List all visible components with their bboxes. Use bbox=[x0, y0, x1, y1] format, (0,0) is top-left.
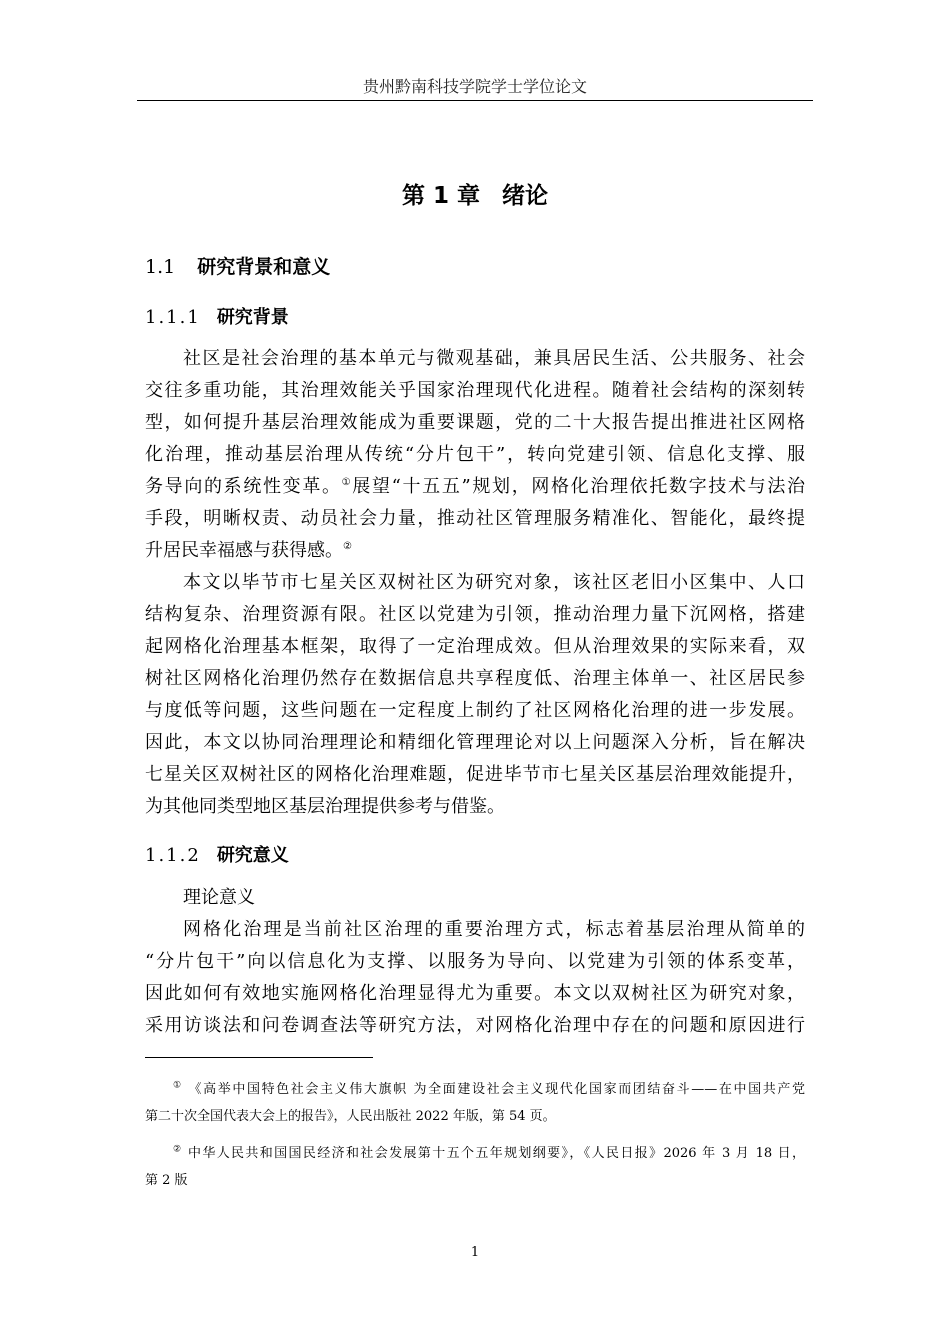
footnote-mark: ① bbox=[173, 1080, 183, 1091]
chapter-number: 第 1 章 bbox=[401, 183, 481, 209]
text-line: 七星关区双树社区的网格化治理难题，促进毕节市七星关区基层治理效能提升， bbox=[145, 764, 805, 785]
section-number: 1.1.2 bbox=[145, 845, 201, 866]
text-line: 为其他同类型地区基层治理提供参考与借鉴。 bbox=[145, 796, 505, 817]
footnote-mark: ② bbox=[173, 1144, 183, 1155]
text-line: 与度低等问题，这些问题在一定程度上制约了社区网格化治理的进一步发展。 bbox=[145, 700, 805, 721]
text-line: “分片包干”向以信息化为支撑、以服务为导向、以党建为引领的体系变革， bbox=[145, 951, 805, 972]
paragraph-background-2 bbox=[145, 567, 805, 823]
text-line: 网格化治理是当前社区治理的重要治理方式，标志着基层治理从简单的 bbox=[183, 919, 805, 940]
section-heading-1-1 bbox=[145, 253, 330, 281]
section-title: 研究背景和意义 bbox=[197, 256, 331, 278]
page-number: 1 bbox=[470, 1245, 480, 1260]
text-segment: 展望“十五五”规划，网格化治理依托数字技术与法治 bbox=[352, 476, 806, 497]
header-rule bbox=[137, 100, 813, 101]
footnote-separator bbox=[145, 1057, 373, 1058]
footnote-ref-1[interactable]: ① bbox=[341, 477, 353, 488]
text-line: 社区是社会治理的基本单元与微观基础，兼具居民生活、公共服务、社会 bbox=[183, 348, 805, 369]
text-segment: 中华人民共和国国民经济和社会发展第十五个五年规划纲要》，《人民日报》2026 年 3 月 18 日， bbox=[187, 1146, 805, 1161]
footnote-ref-2[interactable]: ② bbox=[343, 541, 352, 552]
running-header: 贵州黔南科技学院学士学位论文 bbox=[362, 77, 587, 96]
text-line: 结构复杂、治理资源有限。社区以党建为引领，推动治理力量下沉网格，搭建 bbox=[145, 604, 805, 625]
footnote-1 bbox=[145, 1076, 805, 1130]
text-line: 交往多重功能，其治理效能关乎国家治理现代化进程。随着社会结构的深刻转 bbox=[145, 380, 805, 401]
section-heading-1-1-1 bbox=[145, 305, 289, 331]
chapter-title bbox=[137, 180, 813, 212]
section-heading-1-1-2 bbox=[145, 843, 289, 869]
text-line: 因此，本文以协同治理理论和精细化管理理论对以上问题深入分析，旨在解决 bbox=[145, 732, 805, 753]
text-line: 树社区网格化治理仍然存在数据信息共享程度低、治理主体单一、社区居民参 bbox=[145, 668, 805, 689]
text-segment: 务导向的系统性变革。 bbox=[145, 476, 342, 497]
section-title: 研究意义 bbox=[216, 845, 289, 866]
text-line: 采用访谈法和问卷调查法等研究方法，对网格化治理中存在的问题和原因进行 bbox=[145, 1015, 805, 1036]
text-line: 型，如何提升基层治理效能成为重要课题，党的二十大报告提出推进社区网格 bbox=[145, 412, 805, 433]
footnote-2 bbox=[145, 1140, 805, 1194]
text-line: 化治理，推动基层治理从传统“分片包干”，转向党建引领、信息化支撑、服 bbox=[145, 444, 805, 465]
text-segment: 升居民幸福感与获得感。 bbox=[145, 540, 343, 561]
footnote-line: 第二十次全国代表大会上的报告》，人民出版社 2022 年版，第 54 页。 bbox=[145, 1109, 556, 1124]
text-line: 起网格化治理基本框架，取得了一定治理成效。但从治理效果的实际来看，双 bbox=[145, 636, 805, 657]
text-line: 因此如何有效地实施网格化治理显得尤为重要。本文以双树社区为研究对象， bbox=[145, 983, 805, 1004]
text-segment: 《高举中国特色社会主义伟大旗帜 为全面建设社会主义现代化国家而团结奋斗——在中国共产党 bbox=[188, 1082, 806, 1097]
paragraph-significance bbox=[145, 914, 805, 1042]
paragraph-background-1 bbox=[145, 343, 805, 567]
chapter-name: 绪论 bbox=[502, 183, 549, 209]
section-number: 1.1.1 bbox=[145, 307, 201, 328]
section-title: 研究背景 bbox=[216, 307, 289, 328]
section-number: 1.1 bbox=[145, 256, 176, 278]
subheading-theory: 理论意义 bbox=[183, 887, 255, 908]
text-line: 手段，明晰权责、动员社会力量，推动社区管理服务精准化、智能化，最终提 bbox=[145, 508, 805, 529]
text-line bbox=[145, 535, 805, 567]
footnote-line bbox=[145, 1140, 805, 1167]
footnote-line: 第 2 版 bbox=[145, 1173, 188, 1188]
text-line: 本文以毕节市七星关区双树社区为研究对象，该社区老旧小区集中、人口 bbox=[183, 572, 805, 593]
text-line bbox=[145, 471, 805, 503]
footnote-line bbox=[145, 1076, 805, 1103]
